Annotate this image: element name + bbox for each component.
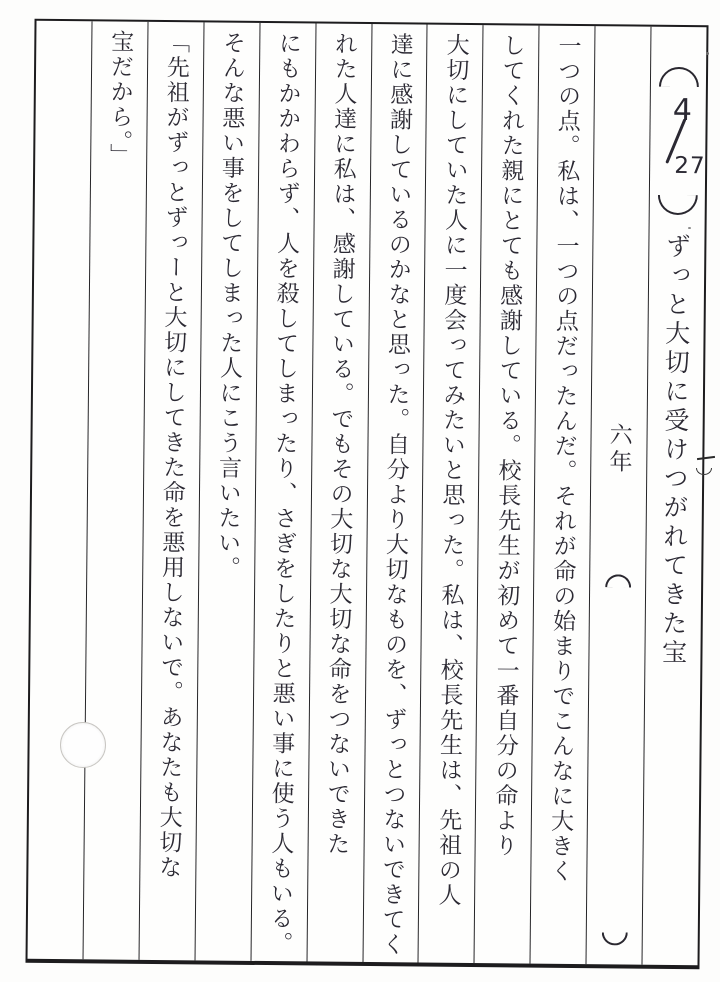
date-paren-close-icon: [657, 195, 697, 215]
essay-title: ずっと大切に受けつがれてきた宝: [658, 232, 692, 669]
title-column: [643, 27, 707, 965]
date-month: 4: [672, 92, 693, 129]
column-text: 「先祖がずっとずっーと大切にしてきた命を悪用しないで。あなたも大切な: [155, 30, 190, 881]
text-column-5: [307, 23, 372, 961]
date-block: [650, 93, 706, 194]
text-column-2: [475, 25, 540, 963]
text-column-3: [419, 25, 484, 963]
text-column-8: [139, 22, 204, 960]
column-text: 達に感謝しているのかなと思った。自分より大切なものを、ずっとつないできてく: [378, 32, 413, 958]
column-text: れた人達に私は、感謝している。でもその大切な大切な命をつないできた: [323, 31, 357, 857]
name-paren-open-icon: [605, 574, 631, 587]
text-column-9: [83, 21, 148, 959]
empty-column: [28, 21, 93, 959]
grade-label: 六年: [605, 422, 632, 477]
paper-sheet: [25, 19, 708, 969]
text-column-4: [363, 24, 428, 962]
column-text: 大切にしていた人に一度会ってみたいと思った。私は、校長先生は、先祖の人: [434, 32, 469, 908]
text-column-1: [531, 26, 596, 964]
column-text: 宝だから。」: [105, 29, 134, 169]
scan-speck: [706, 52, 709, 55]
punch-hole: [60, 722, 106, 768]
byline-column: [587, 26, 652, 964]
date-day: 27: [674, 152, 706, 180]
text-column-7: [195, 22, 260, 960]
text-column-6: [251, 23, 316, 961]
scan-speck: [688, 227, 691, 229]
name-paren-close-icon: [601, 932, 627, 945]
column-text: 一つの点。私は、一つの点だったんだ。それが命の始まりでこんなに大きく: [546, 33, 581, 884]
column-text: にもかかわらず、人を殺してしまったり、さぎをしたりと悪い事に使う人もいる。: [266, 31, 302, 957]
date-paren-open-icon: [659, 67, 699, 87]
column-text: そんな悪い事をしてしまった人にこう言いたい。: [213, 30, 246, 581]
column-text: してくれた親にとても感謝している。校長先生が初めて一番自分の命より: [490, 33, 525, 859]
